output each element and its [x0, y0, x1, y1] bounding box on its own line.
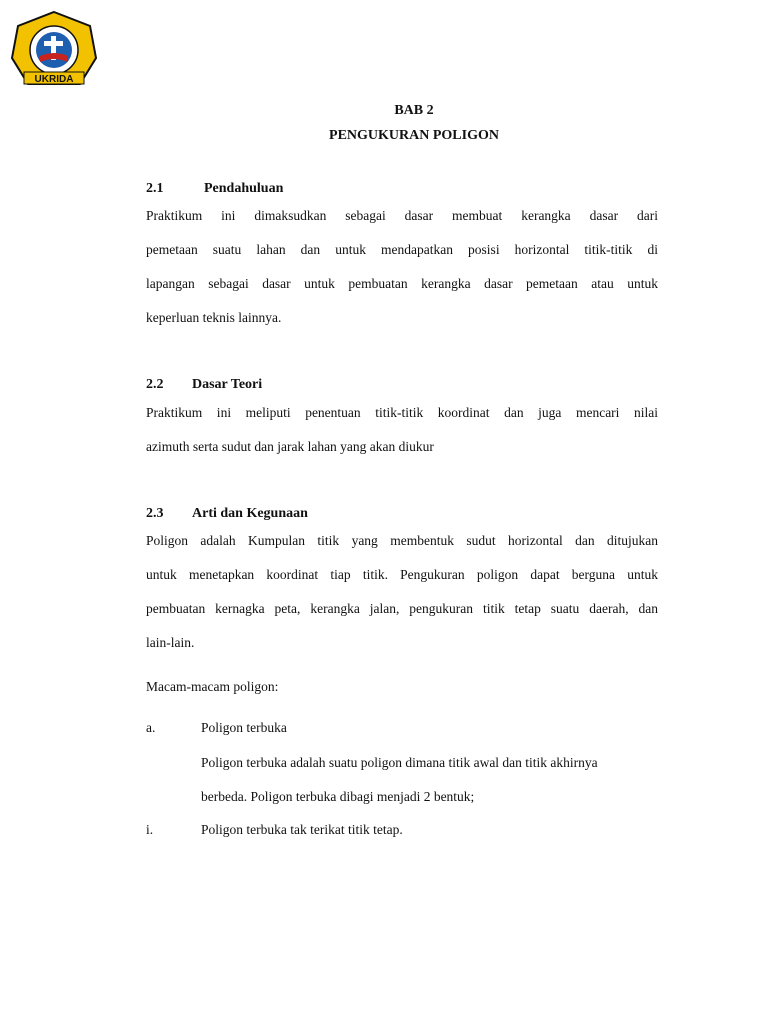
chapter-label: BAB 2 [394, 103, 434, 118]
macam-label: Macam-macam poligon: [146, 679, 279, 694]
section-title: Dasar Teori [192, 377, 263, 392]
paragraph-line: pemetaan suatu lahan dan untuk mendapatkan posisi horizontal titik-titik di [146, 242, 658, 257]
paragraph-line: Praktikum ini meliputi penentuan titik-titik koordinat dan juga mencari nilai [146, 405, 658, 420]
list-marker: i. [146, 822, 154, 837]
paragraph-dasar-teori [146, 396, 658, 464]
paragraph-line: Praktikum ini dimaksudkan sebagai dasar membuat kerangka dasar dari [146, 208, 658, 223]
paragraph-line: keperluan teknis lainnya. [146, 310, 282, 325]
paragraph-arti-kegunaan [146, 524, 658, 660]
section-number: 2.2 [146, 377, 164, 392]
list-item-desc-line: Poligon terbuka adalah suatu poligon dimana titik awal dan titik akhirnya [201, 755, 598, 770]
paragraph-pendahuluan [146, 199, 658, 335]
paragraph-line: Poligon adalah Kumpulan titik yang membentuk sudut horizontal dan ditujukan [146, 533, 658, 548]
list-item-desc-line: berbeda. Poligon terbuka dibagi menjadi 2 bentuk; [201, 789, 475, 804]
section-heading-dasar-teori [146, 377, 262, 393]
list-item-title: Poligon terbuka tak terikat titik tetap. [201, 822, 403, 837]
chapter-title: PENGUKURAN POLIGON [329, 128, 499, 143]
paragraph-line: untuk menetapkan koordinat tiap titik. Pengukuran poligon dapat berguna untuk [146, 567, 658, 582]
section-title: Arti dan Kegunaan [192, 506, 308, 521]
paragraph-line: pembuatan kernagka peta, kerangka jalan, pengukuran titik tetap suatu daerah, dan [146, 601, 658, 616]
paragraph-line: lapangan sebagai dasar untuk pembuatan kerangka dasar pemetaan atau untuk [146, 276, 658, 291]
list-item-title: Poligon terbuka [201, 720, 287, 735]
paragraph-line: lain-lain. [146, 635, 195, 650]
ukrida-logo [10, 10, 98, 90]
section-heading-arti-kegunaan [146, 506, 308, 522]
list-marker: a. [146, 720, 156, 735]
logo-banner-text: UKRIDA [34, 74, 74, 85]
section-number: 2.1 [146, 181, 164, 196]
paragraph-line: azimuth serta sudut dan jarak lahan yang akan diukur [146, 439, 434, 454]
section-number: 2.3 [146, 506, 164, 521]
section-title: Pendahuluan [204, 181, 284, 196]
section-heading-pendahuluan [146, 181, 283, 197]
